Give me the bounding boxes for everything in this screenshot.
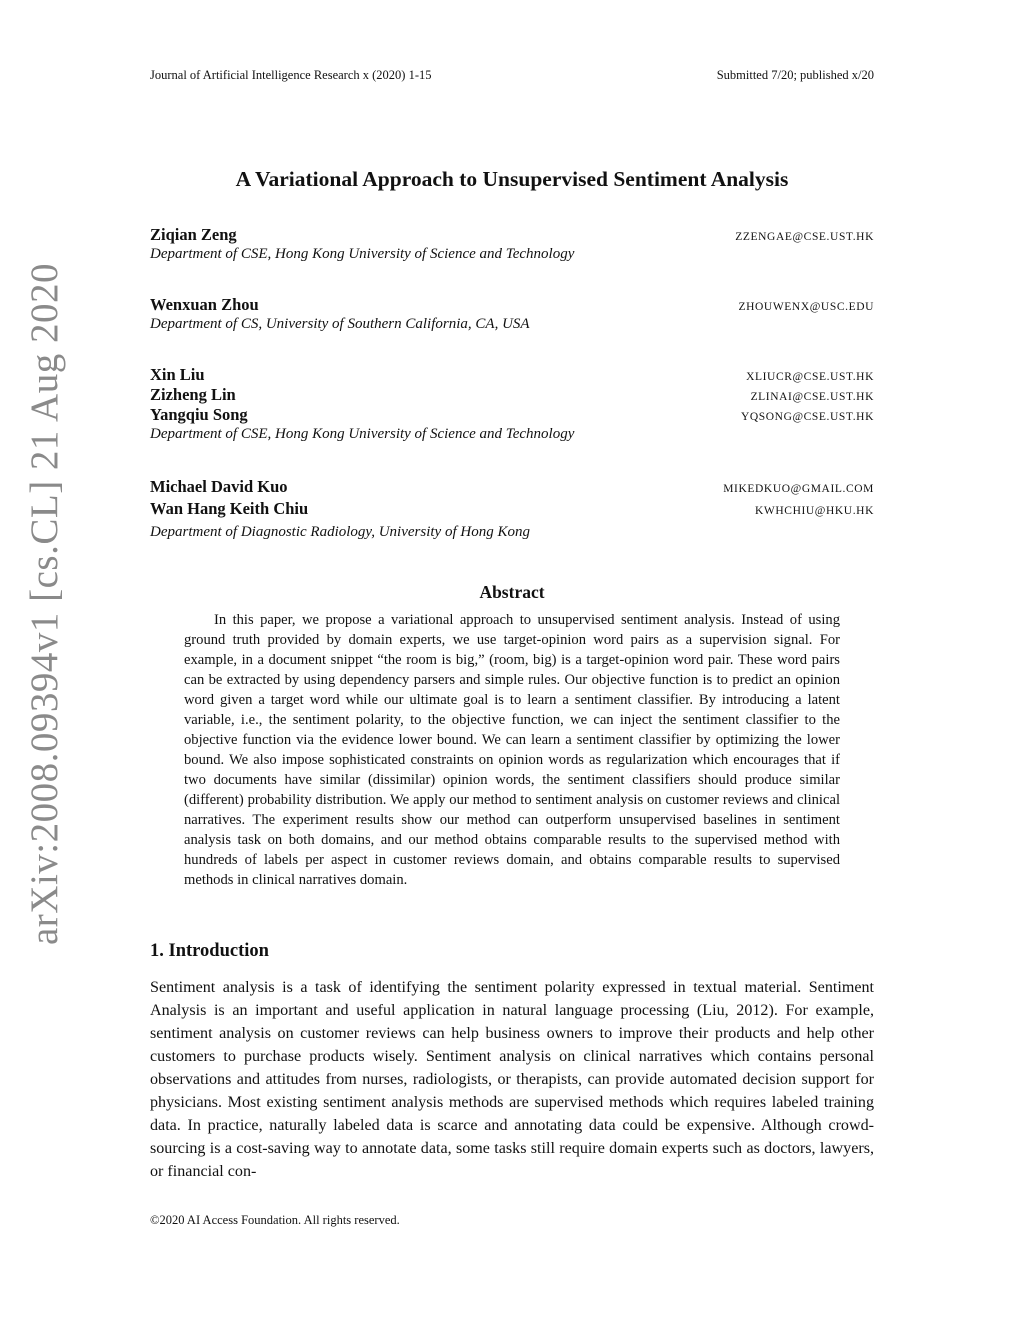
copyright-notice: ©2020 AI Access Foundation. All rights reserved.	[150, 1213, 400, 1227]
author-group	[150, 365, 874, 443]
author-email: XLIUCR@CSE.UST.HK	[746, 371, 874, 383]
author-row	[150, 225, 874, 245]
introduction-paragraph: Sentiment analysis is a task of identifying the sentiment polarity expressed in textual material. Sentiment Analysis is an important and useful application in natural language processing (Liu, 2012). For example, sentiment analysis on customer reviews can help business owners to improve their products and help other customers to purchase products wisely. Sentiment analysis on clinical narratives which contains personal observations and attitudes from nurses, radiologists, or therapists, can provide automated decision support for physicians. Most existing sentiment analysis methods are supervised methods which requires labeled training data. In practice, naturally labeled data is scarce and annotating data could be expensive. Although crowd-sourcing is a cost-saving way to annotate data, some tasks still require domain experts such as doctors, lawyers, or financial con-	[150, 979, 874, 1180]
author-row	[150, 365, 874, 385]
author-row	[150, 295, 874, 315]
author-group	[150, 295, 874, 333]
author-name: Wenxuan Zhou	[150, 295, 259, 314]
author-email: ZZENGAE@CSE.UST.HK	[735, 231, 874, 243]
submission-dates: Submitted 7/20; published x/20	[716, 68, 874, 82]
author-group	[150, 477, 874, 541]
author-name: Wan Hang Keith Chiu	[150, 499, 309, 518]
author-row	[150, 477, 874, 499]
author-affiliation: Department of CS, University of Southern California, CA, USA	[150, 316, 530, 332]
abstract-text: In this paper, we propose a variational approach to unsupervised sentiment analysis. Instead of using ground truth provided by domain experts, we use target-opinion word pairs as a supervision signal. For example, in a document snippet “the room is big,” (room, big) is a target-opinion word pair. These word pairs can be extracted by using dependency parsers and simple rules. Our objective function is to predict an opinion word given a target word while our ultimate goal is to learn a sentiment classifier. By introducing a latent variable, i.e., the sentiment polarity, to the objective function, we can inject the sentiment classifier to the objective function via the evidence lower bound. We can learn a sentiment classifier by optimizing the lower bound. We also impose sophisticated constraints on opinion words as regularization which encourages that if two documents have similar (dissimilar) opinion words, the sentiment classifiers should produce similar (different) probability distribution. We apply our method to sentiment analysis on customer reviews and clinical narratives. The experiment results show our method can outperform unsupervised baselines in sentiment analysis task on both domains, and our method obtains comparable results to the supervised method with hundreds of labels per aspect in customer reviews domain, and obtains comparable results to supervised methods in clinical narratives domain.	[184, 612, 840, 888]
author-row	[150, 385, 874, 405]
author-affiliation: Department of Diagnostic Radiology, University of Hong Kong	[150, 524, 530, 540]
author-affiliation: Department of CSE, Hong Kong University of Science and Technology	[150, 426, 575, 442]
author-name: Zizheng Lin	[150, 385, 236, 404]
author-email: MIKEDKUO@GMAIL.COM	[723, 483, 874, 495]
author-email: YQSONG@CSE.UST.HK	[740, 411, 874, 423]
author-group	[150, 225, 874, 263]
author-row	[150, 499, 874, 521]
author-row	[150, 405, 874, 425]
paper-title: A Variational Approach to Unsupervised Sentiment Analysis	[235, 167, 789, 191]
author-email: ZLINAI@CSE.UST.HK	[750, 391, 874, 403]
journal-citation: Journal of Artificial Intelligence Research x (2020) 1-15	[150, 68, 432, 82]
author-affiliation: Department of CSE, Hong Kong University of Science and Technology	[150, 246, 575, 262]
author-email: KWHCHIU@HKU.HK	[755, 505, 874, 517]
author-email: ZHOUWENX@USC.EDU	[738, 301, 874, 313]
abstract-heading: Abstract	[479, 582, 545, 602]
author-name: Michael David Kuo	[150, 477, 288, 496]
running-header	[150, 68, 874, 83]
section-heading-introduction: 1. Introduction	[150, 941, 269, 961]
author-name: Ziqian Zeng	[150, 225, 237, 244]
author-name: Xin Liu	[150, 365, 205, 384]
author-name: Yangqiu Song	[150, 405, 248, 424]
arxiv-identifier-stamp: arXiv:2008.09394v1 [cs.CL] 21 Aug 2020	[23, 263, 66, 945]
